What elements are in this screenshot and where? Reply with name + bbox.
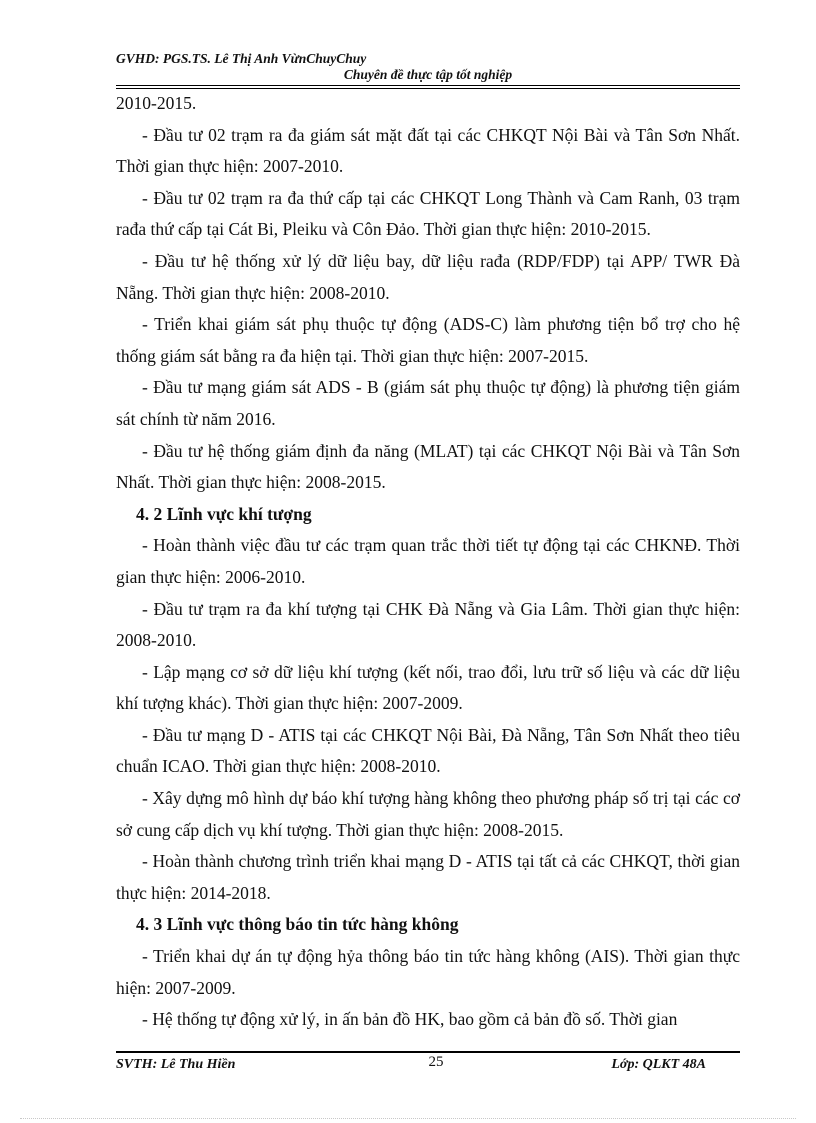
paragraph: - Lập mạng cơ sở dữ liệu khí tượng (kết nối, trao đổi, lưu trữ số liệu và các dữ liệu khí tượng khác). Thời gian thực hiện: 2007-2009. <box>116 661 740 714</box>
footer-rule <box>116 1051 740 1053</box>
paragraph: - Triển khai giám sát phụ thuộc tự động (ADS-C) làm phương tiện bổ trợ cho hệ thống giám sát bằng ra đa hiện tại. Thời gian thực hiện: 2007-2015. <box>116 314 740 366</box>
paragraph: - Triển khai dự án tự động hỷa thông báo tin tức hàng không (AIS). Thời gian thực hiện: 2007-2009. <box>116 946 740 998</box>
page-number: 25 <box>428 1054 444 1070</box>
paragraph: - Đầu tư trạm ra đa khí tượng tại CHK Đà Nẵng và Gia Lâm. Thời gian thực hiện: 2008-2010. <box>116 598 740 651</box>
header-supervisor: GVHD: PGS.TS. Lê Thị Anh VừnChuyChuy <box>116 51 367 66</box>
paragraph: - Hệ thống tự động xử lý, in ấn bản đồ HK, bao gồm cả bản đồ số. Thời gian <box>142 1009 678 1030</box>
paragraph: - Đầu tư mạng giám sát ADS - B (giám sát phụ thuộc tự động) là phương tiện giám sát chính từ năm 2016. <box>116 377 740 429</box>
paragraph: - Đầu tư hệ thống xử lý dữ liệu bay, dữ liệu rađa (RDP/FDP) tại APP/ TWR Đà Nẵng. Thời gian thực hiện: 2008-2010. <box>116 250 740 303</box>
paragraph: - Đầu tư 02 trạm ra đa thứ cấp tại các CHKQT Long Thành và Cam Ranh, 03 trạm rađa thứ cấp tại Cát Bi, Pleiku và Côn Đảo. Thời gian thực hiện: 2010-2015. <box>116 187 740 240</box>
paragraph: - Hoàn thành việc đầu tư các trạm quan trắc thời tiết tự động tại các CHKNĐ. Thời gian thực hiện: 2006-2010. <box>116 535 740 587</box>
paragraph: - Đầu tư mạng D - ATIS tại các CHKQT Nội Bài, Đà Nẵng, Tân Sơn Nhất theo tiêu chuẩn ICAO. Thời gian thực hiện: 2008-2010. <box>116 724 740 777</box>
header-rule <box>116 85 740 86</box>
paragraph: - Hoàn thành chương trình triển khai mạng D - ATIS tại tất cả các CHKQT, thời gian thực hiện: 2014-2018. <box>116 851 740 903</box>
footer-class: Lớp: QLKT 48A <box>611 1057 706 1072</box>
section-heading: 4. 2 Lĩnh vực khí tượng <box>136 503 312 524</box>
paragraph: 2010-2015. <box>116 93 197 113</box>
document-body <box>116 88 740 1036</box>
page-bottom-divider <box>20 1118 796 1119</box>
paragraph: - Đầu tư 02 trạm ra đa giám sát mặt đất tại các CHKQT Nội Bài và Tân Sơn Nhất. Thời gian thực hiện: 2007-2010. <box>116 124 740 177</box>
paragraph: - Xây dựng mô hình dự báo khí tượng hàng không theo phương pháp số trị tại các cơ sở cung cấp dịch vụ khí tượng. Thời gian thực hiện: 2008-2015. <box>116 788 740 840</box>
header-subtitle: Chuyên đề thực tập tốt nghiệp <box>343 67 513 82</box>
page-footer <box>116 1054 740 1074</box>
section-heading: 4. 3 Lĩnh vực thông báo tin tức hàng không <box>136 914 459 935</box>
page-header <box>116 50 740 82</box>
paragraph: - Đầu tư hệ thống giám định đa năng (MLAT) tại các CHKQT Nội Bài và Tân Sơn Nhất. Thời gian thực hiện: 2008-2015. <box>116 440 740 493</box>
footer-student: SVTH: Lê Thu Hiền <box>116 1057 236 1072</box>
